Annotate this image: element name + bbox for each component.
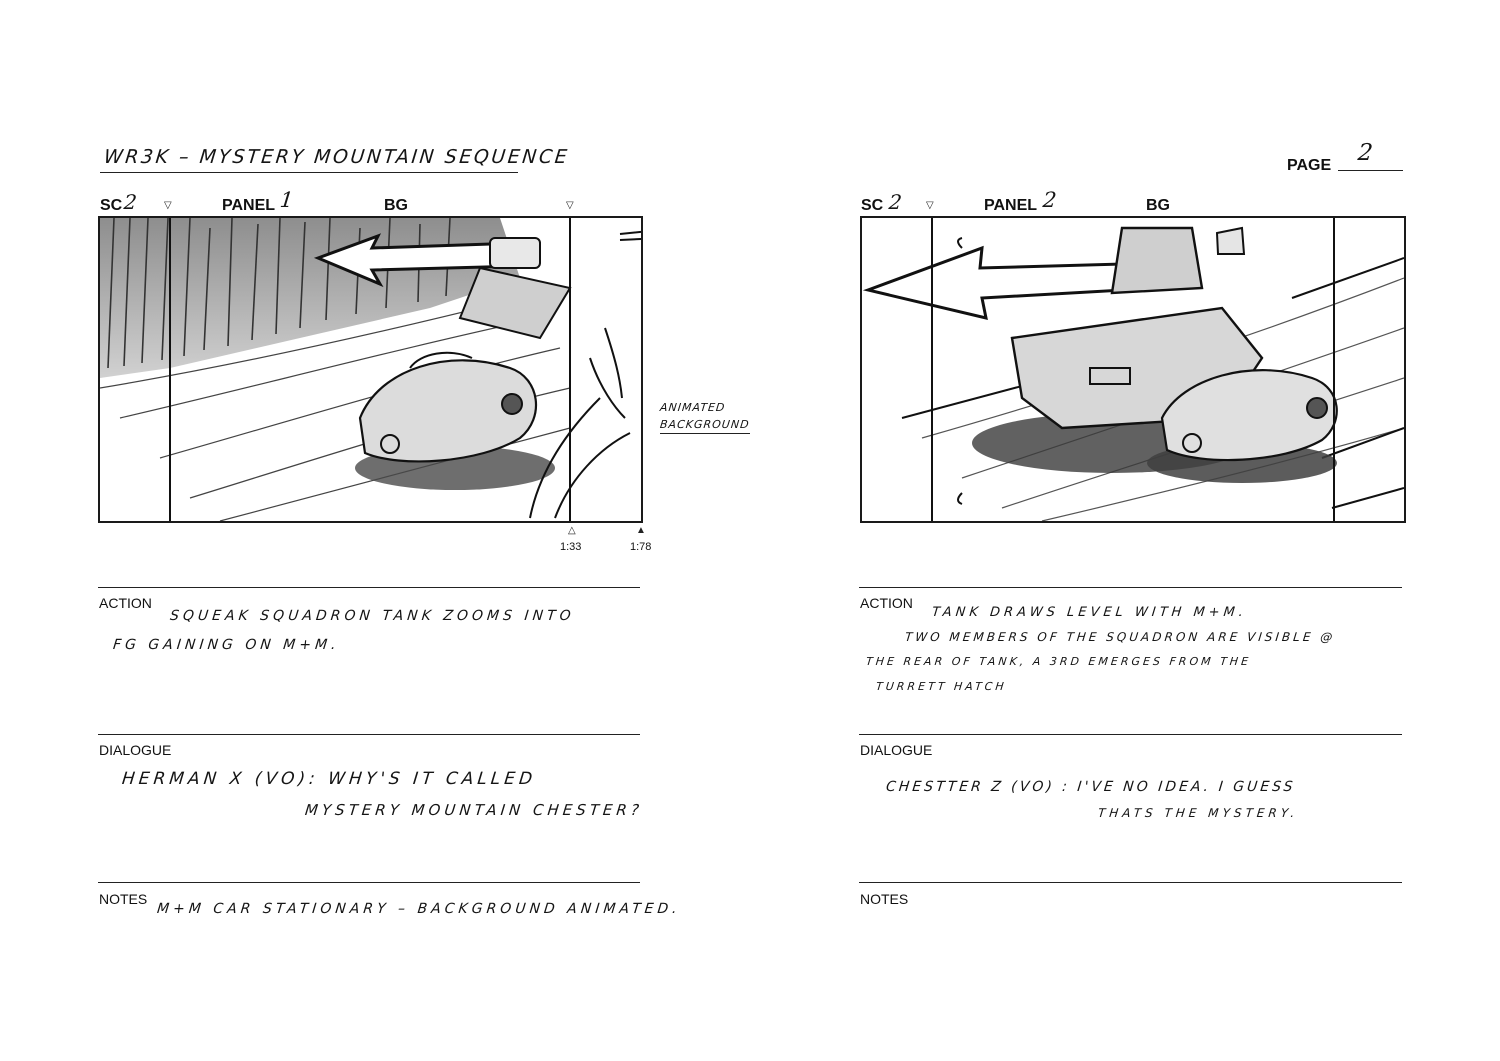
right-panel-sketch bbox=[862, 218, 1404, 521]
right-action-line-3: THE REAR OF TANK, A 3RD EMERGES FROM THE bbox=[865, 655, 1252, 668]
right-action-rule bbox=[859, 587, 1402, 588]
left-dialogue-line-2: MYSTERY MOUNTAIN CHESTER? bbox=[304, 801, 644, 819]
left-action-line-1: SQUEAK SQUADRON TANK ZOOMS INTO bbox=[169, 608, 576, 624]
left-dialogue-line-1: HERMAN X (VO): WHY'S IT CALLED bbox=[120, 769, 538, 789]
left-action-line-2: FG GAINING ON M+M. bbox=[112, 637, 341, 653]
left-scene-number: 2 bbox=[122, 190, 140, 214]
left-dialogue-rule bbox=[98, 734, 640, 735]
timecode-end-marker-icon: ▲ bbox=[636, 525, 646, 536]
left-notes-text: M+M CAR STATIONARY – BACKGROUND ANIMATED. bbox=[156, 901, 682, 917]
right-notes-rule bbox=[859, 882, 1402, 883]
right-bg-label: BG bbox=[1146, 197, 1170, 214]
left-dialogue-label: DIALOGUE bbox=[99, 742, 172, 758]
right-scene-label: SC bbox=[861, 197, 884, 214]
page-number: 2 bbox=[1356, 140, 1377, 166]
left-panel-label: PANEL bbox=[222, 197, 276, 214]
left-in-marker-icon: ▽ bbox=[164, 200, 172, 211]
left-storyboard-panel bbox=[98, 216, 643, 523]
right-dialogue-label: DIALOGUE bbox=[860, 742, 933, 758]
background-note-underline bbox=[660, 433, 750, 434]
right-storyboard-panel bbox=[860, 216, 1406, 523]
right-dialogue-rule bbox=[859, 734, 1402, 735]
page-label: PAGE bbox=[1287, 157, 1332, 174]
timecode-start-marker-icon: △ bbox=[568, 525, 576, 536]
right-action-line-4: TURRETT HATCH bbox=[875, 680, 1008, 693]
left-panel-sketch bbox=[100, 218, 641, 521]
left-bg-label: BG bbox=[384, 197, 408, 214]
timecode-start: 1:33 bbox=[560, 541, 582, 553]
right-in-marker-icon: ▽ bbox=[926, 200, 934, 211]
page-number-underline bbox=[1338, 170, 1403, 171]
right-action-label: ACTION bbox=[860, 595, 913, 611]
left-action-label: ACTION bbox=[99, 595, 152, 611]
left-action-rule bbox=[98, 587, 640, 588]
timecode-end: 1:78 bbox=[630, 541, 652, 553]
left-notes-label: NOTES bbox=[99, 891, 148, 907]
title-underline bbox=[100, 172, 518, 173]
left-panel-number: 1 bbox=[278, 188, 297, 212]
right-panel-number: 2 bbox=[1041, 188, 1060, 212]
right-dialogue-line-1: CHESTTER Z (VO) : I'VE NO IDEA. I GUESS bbox=[885, 779, 1297, 795]
background-note: BACKGROUND bbox=[659, 418, 751, 431]
right-action-line-1: TANK DRAWS LEVEL WITH M+M. bbox=[931, 605, 1248, 620]
right-notes-label: NOTES bbox=[860, 891, 909, 907]
right-panel-label: PANEL bbox=[984, 197, 1038, 214]
right-dialogue-line-2: THATS THE MYSTERY. bbox=[1097, 806, 1300, 820]
animated-note: ANIMATED bbox=[659, 401, 727, 414]
right-scene-number: 2 bbox=[887, 190, 905, 214]
left-scene-label: SC bbox=[100, 197, 123, 214]
right-action-line-2: TWO MEMBERS OF THE SQUADRON ARE VISIBLE @ bbox=[904, 630, 1337, 644]
left-out-marker-icon: ▽ bbox=[566, 200, 574, 211]
sequence-title: WR3K – MYSTERY MOUNTAIN SEQUENCE bbox=[102, 146, 571, 168]
left-notes-rule bbox=[98, 882, 640, 883]
